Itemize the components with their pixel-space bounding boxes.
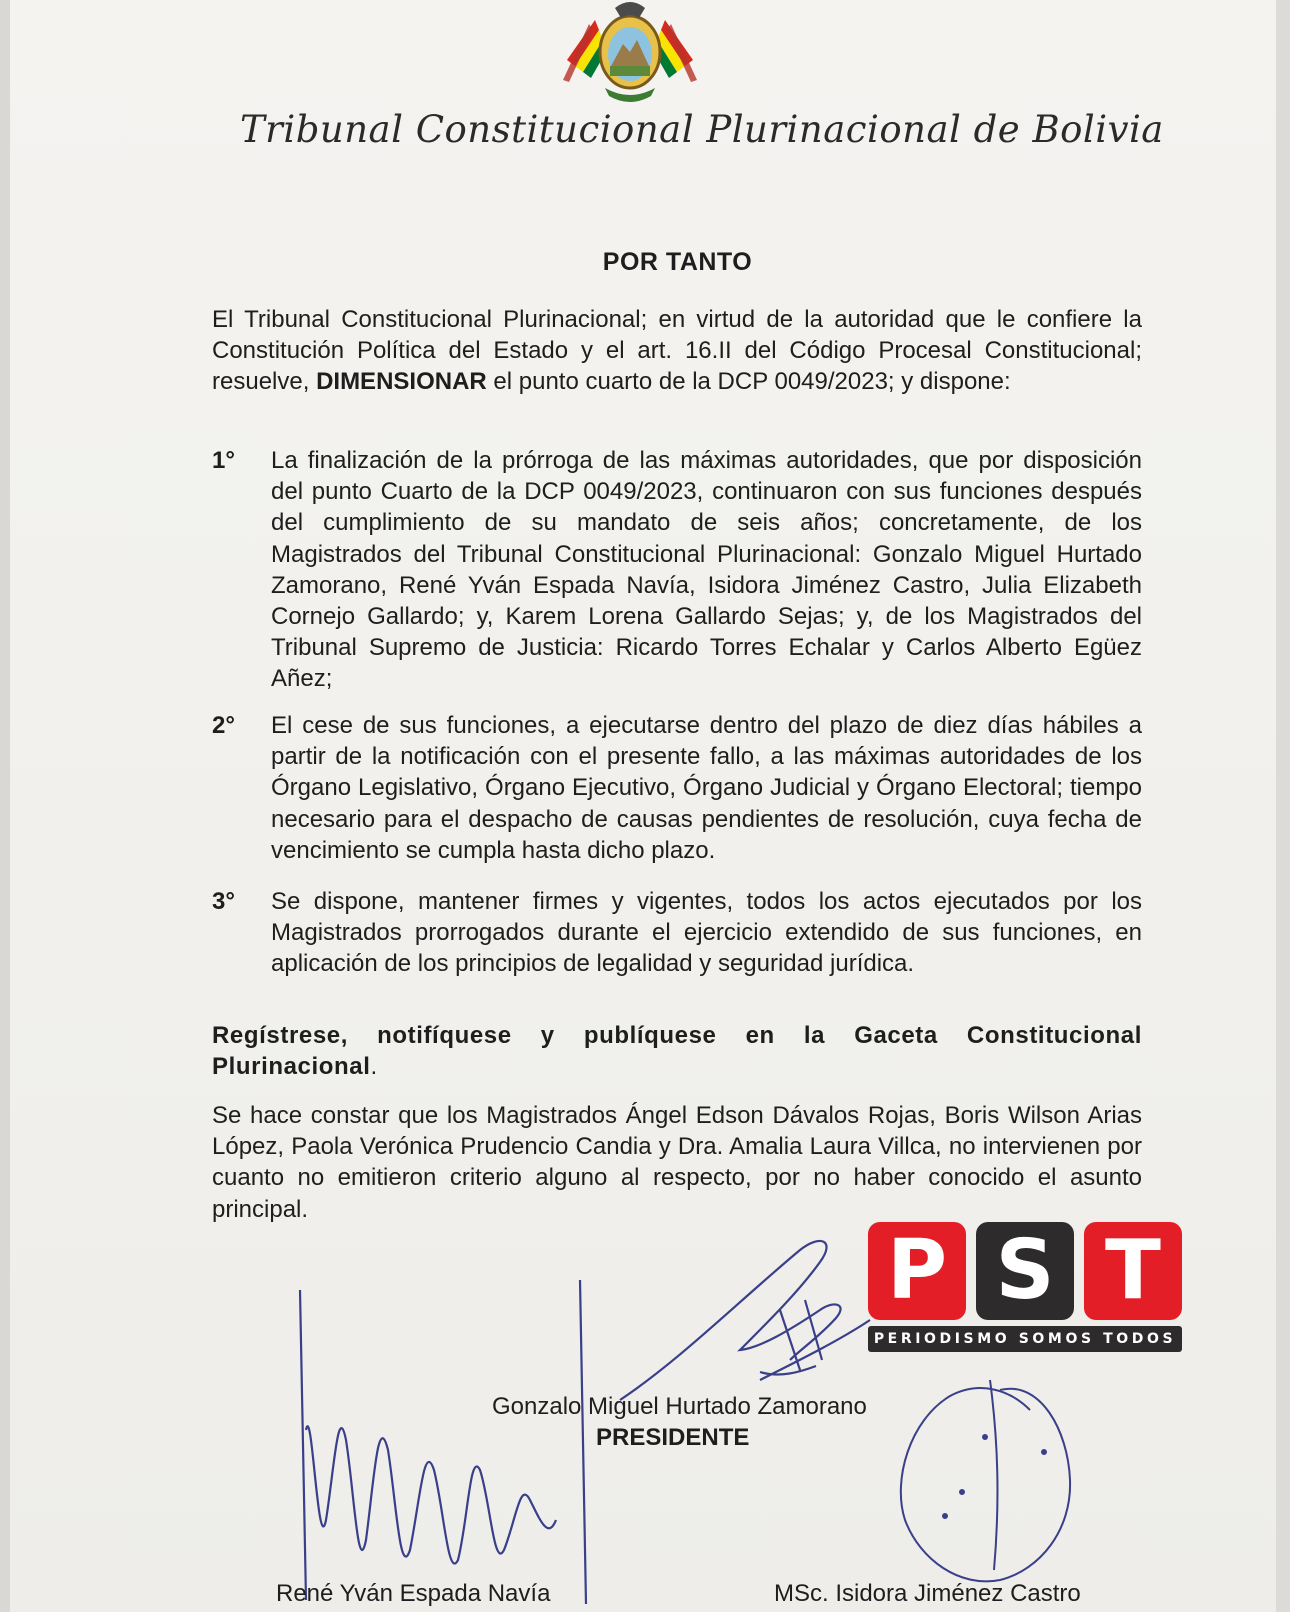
intro-paragraph (212, 304, 1142, 398)
left-signatory-name: René Yván Espada Navía (276, 1580, 551, 1607)
signature-left (300, 1280, 586, 1604)
closing-tail: . (370, 1053, 378, 1081)
pst-letter-s: S (976, 1222, 1074, 1320)
page-edge-right (1276, 0, 1290, 1612)
closing-paragraph (212, 1020, 1142, 1082)
pst-letter-t: T (1084, 1222, 1182, 1320)
intro-text-part1: El Tribunal Constitucional Plurinacional; en virtud de la autoridad que le confiere la Constitución Política del Estado y el art. 16.II del Código Procesal Constitucional; resuelve, (212, 306, 1142, 396)
item-3-text: Se dispone, mantener firmes y vigentes, todos los actos ejecutados por los Magistrados prorrogados durante el ejercicio extendido de sus funciones, en aplicación de los principios de legalidad y seguridad jurídica. (271, 888, 1142, 978)
president-title: PRESIDENTE (596, 1424, 750, 1451)
intro-text-part2: el punto cuarto de la DCP 0049/2023; y dispone: (486, 368, 1011, 396)
closing-bold-text: Regístrese, notifíquese y publíquese en la Gaceta Constitucional Plurinacional (212, 1022, 1142, 1081)
item-1-text: La finalización de la prórroga de las máximas autoridades, que por disposición del punto Cuarto de la DCP 0049/2023, continuaron con sus funciones después del cumplimiento de su mandato de seis años; concretamente, de los Magistrados del Tribunal Constitucional Plurinacional: Gonzalo Miguel Hurtado Zamorano, René Yván Espada Navía, Isidora Jiménez Castro, Julia Elizabeth Cornejo Gallardo; y, Karem Lorena Gallardo Sejas; y, de los Magistrados del Tribunal Supremo de Justicia: Ricardo Torres Echalar y Carlos Alberto Egüez Añez; (271, 447, 1142, 693)
institution-header: Tribunal Constitucional Plurinacional de Bolivia (240, 108, 1164, 151)
page-edge-left (0, 0, 10, 1612)
signature-right-dots (942, 1434, 1047, 1519)
intro-keyword: DIMENSIONAR (316, 368, 487, 396)
right-signatory-name: MSc. Isidora Jiménez Castro (774, 1580, 1081, 1607)
pst-tagline: PERIODISMO SOMOS TODOS (868, 1326, 1182, 1352)
pst-watermark-logo (868, 1222, 1182, 1354)
bolivia-coat-of-arms-emblem (555, 0, 705, 105)
pst-letter-p: P (868, 1222, 966, 1320)
signature-right (901, 1380, 1070, 1581)
item-2-number: 2° (212, 712, 235, 739)
item-1-number: 1° (212, 447, 235, 474)
item-3-number: 3° (212, 888, 235, 915)
note-paragraph: Se hace constar que los Magistrados Ángel Edson Dávalos Rojas, Boris Wilson Arias López, Paola Verónica Prudencio Candia y Dra. Amalia Laura Villca, no intervienen por cuanto no emitieron criterio alguno al respecto, por no haber conocido el asunto principal. (212, 1102, 1142, 1223)
section-heading: POR TANTO (602, 248, 753, 276)
president-name: Gonzalo Miguel Hurtado Zamorano (492, 1393, 867, 1420)
item-2-text: El cese de sus funciones, a ejecutarse dentro del plazo de diez días hábiles a partir de la notificación con el presente fallo, a las máximas autoridades de los Órgano Legislativo, Órgano Ejecutivo, Órgano Judicial y Órgano Electoral; tiempo necesario para el despacho de causas pendientes de resolución, cuya fecha de vencimiento se cumpla hasta dicho plazo. (271, 712, 1142, 864)
signature-president (620, 1241, 870, 1400)
